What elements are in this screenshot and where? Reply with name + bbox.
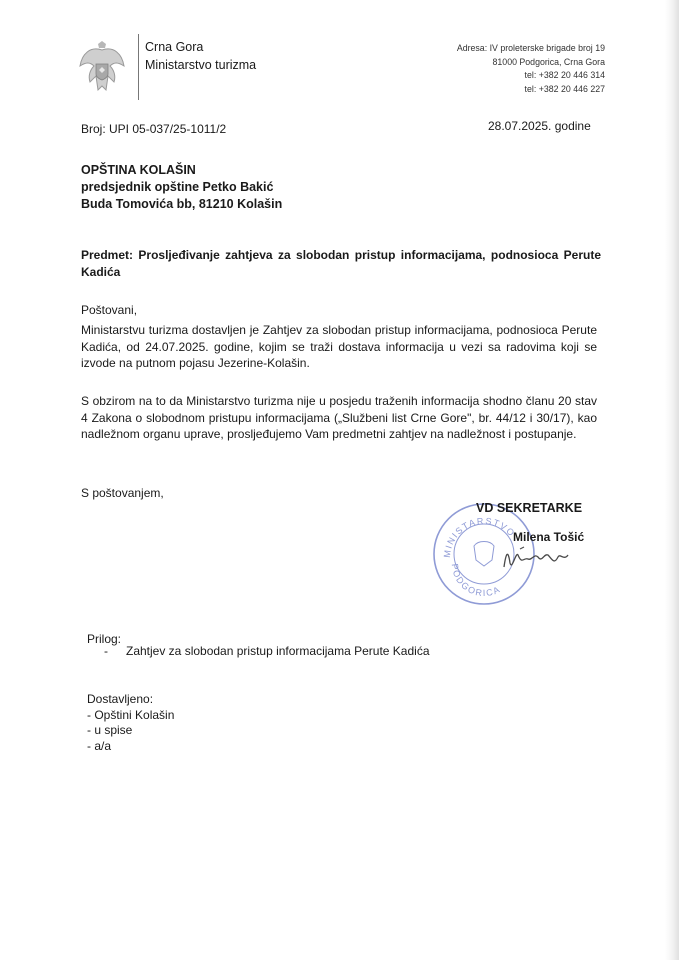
body-paragraph-2: S obzirom na to da Ministarstvo turizma nije u posjedu traženih informacija shodno članu 20 stav 4 Zakona o slobodnom pristupu informacijama („Službeni list Crne Gore", br. 44/12 i 30/17), kao nadležnom organu uprave, prosljeđujemo Vam predmetni zahtjev na nadležnost i postupanje. — [81, 394, 597, 441]
recipient-block — [81, 162, 282, 213]
coat-of-arms-logo — [78, 40, 126, 96]
greeting: Poštovani, — [81, 303, 138, 317]
ministry-name: Ministarstvo turizma — [145, 58, 257, 72]
recipient-name: OPŠTINA KOLAŠIN — [81, 163, 196, 177]
delivered-item: - a/a — [87, 738, 112, 753]
header-divider — [138, 34, 139, 100]
phone-line: tel: +382 20 446 314 — [524, 70, 605, 80]
attachment-label: Prilog: — [87, 632, 122, 646]
signatory-name: Milena Tošić — [513, 530, 585, 544]
attachment-item — [104, 644, 430, 658]
scan-shadow — [665, 0, 679, 960]
handwritten-signature — [498, 543, 580, 575]
phone-line: tel: +382 20 446 227 — [524, 83, 605, 94]
attachment-item-text: Zahtjev za slobodan pristup informacijama Perute Kadića — [126, 644, 430, 658]
recipient-person: predsjednik opštine Petko Bakić — [81, 180, 274, 194]
reference-number: Broj: UPI 05-037/25-1011/2 — [81, 122, 227, 136]
body-paragraph-1: Ministarstvu turizma dostavljen je Zahtjev za slobodan pristup informacijama, podnosioca Perute Kadića, od 24.07.2025. godine, kojim se traži dostava informacija u vezi sa radovima koji se izvode na putnom pojasu Jezerine-Kolašin. — [81, 323, 597, 370]
signatory-title: VD SEKRETARKE — [476, 501, 583, 515]
address-block — [375, 42, 605, 96]
delivered-item: - Opštini Kolašin — [87, 707, 175, 722]
delivered-item: - u spise — [87, 723, 133, 737]
attachment-bullet: - — [104, 644, 108, 658]
closing: S poštovanjem, — [81, 486, 164, 500]
stamp-text-bottom: PODGORICA — [449, 563, 503, 599]
recipient-address: Buda Tomovića bb, 81210 Kolašin — [81, 197, 283, 211]
delivered-block — [87, 692, 174, 754]
subject-line: Predmet: Prosljeđivanje zahtjeva za slobodan pristup informacijama, podnosioca Perute Kadića — [81, 248, 601, 279]
document-date: 28.07.2025. godine — [488, 119, 591, 133]
address-line: Adresa: IV proleterske brigade broj 19 — [456, 43, 605, 53]
address-line: 81000 Podgorica, Crna Gora — [492, 56, 605, 67]
country-name: Crna Gora — [145, 40, 204, 54]
delivered-label: Dostavljeno: — [87, 692, 154, 706]
svg-text:PODGORICA — [450, 563, 503, 598]
stamp-text-top: MINISTARSTVO — [441, 515, 518, 559]
